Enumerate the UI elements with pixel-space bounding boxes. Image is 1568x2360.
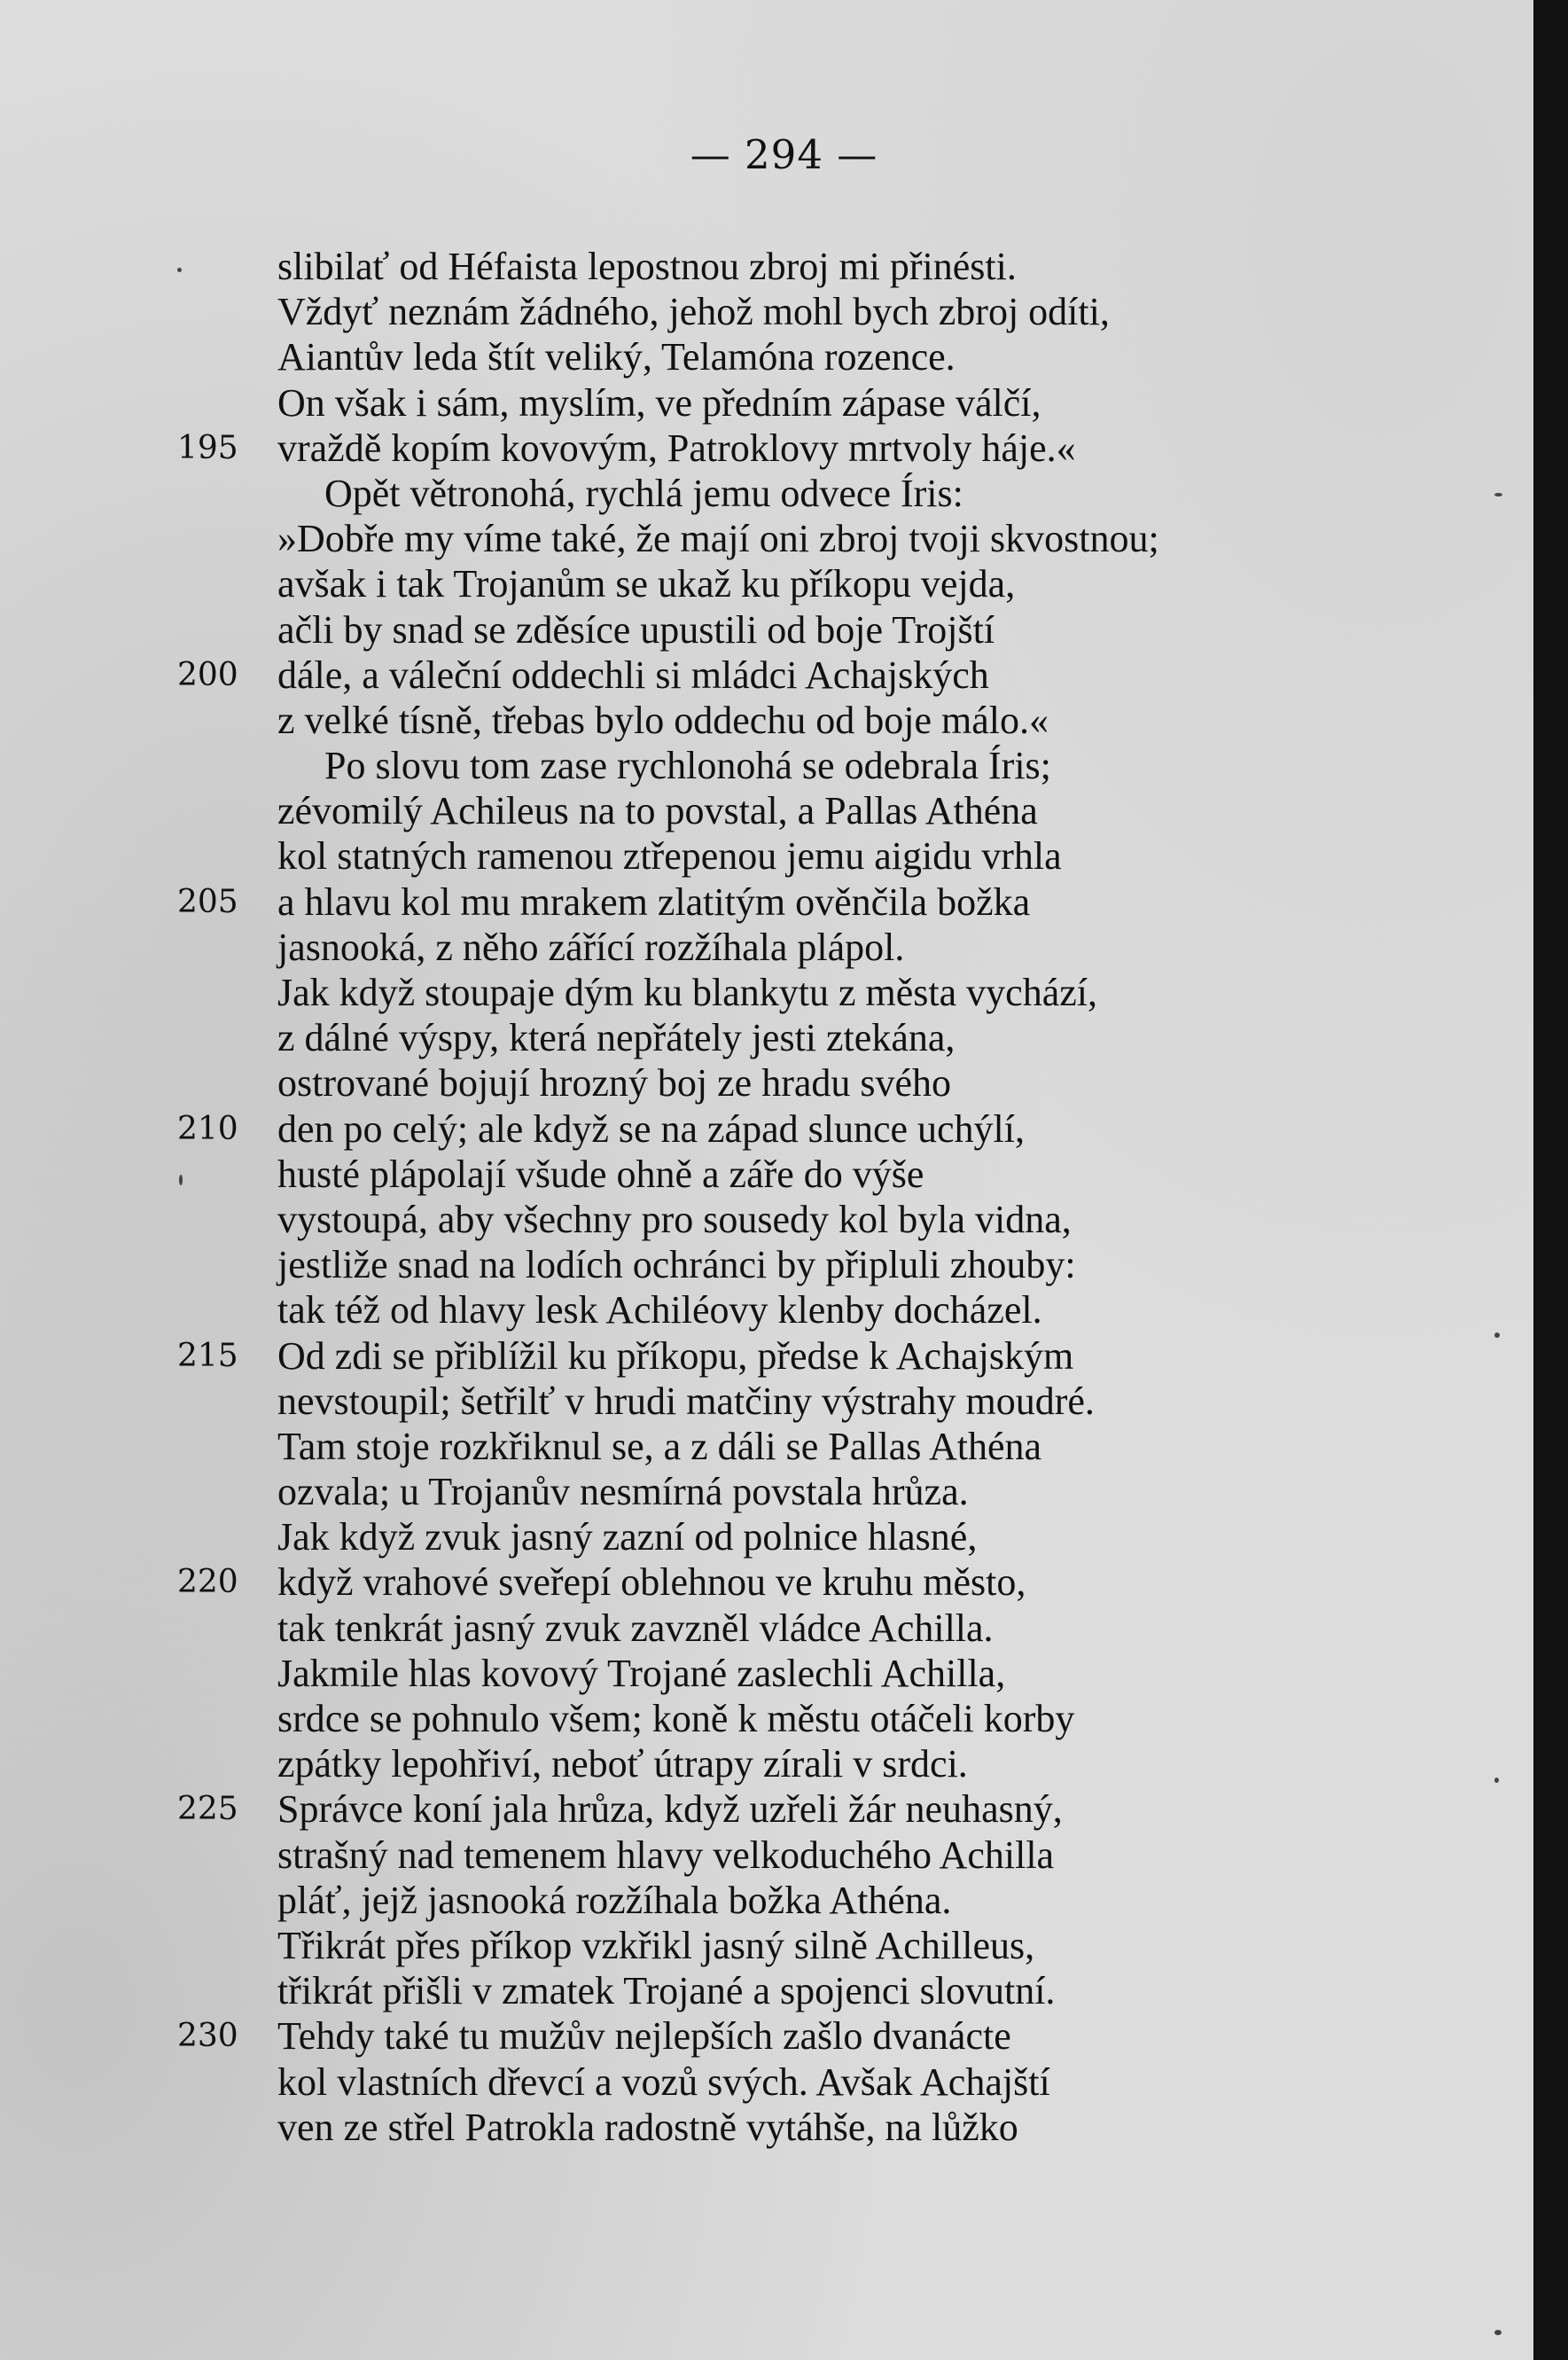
verse-text: tak též od hlavy lesk Achiléovy klenby docházel.	[277, 1288, 1042, 1332]
verse-text: tak tenkrát jasný zvuk zavzněl vládce Achilla.	[277, 1606, 994, 1650]
verse-line	[0, 1968, 1533, 2013]
line-number: 215	[177, 1337, 238, 1374]
verse-line	[0, 516, 1533, 561]
verse-line	[0, 471, 1533, 516]
verse-text: třikrát přišli v zmatek Trojané a spojenci slovutní.	[277, 1969, 1056, 2013]
verse-line	[0, 879, 1533, 925]
verse-text: a hlavu kol mu mrakem zlatitým ověnčila božka	[277, 879, 1031, 924]
line-number: 195	[177, 429, 238, 466]
verse-text: zévomilý Achileus na to povstal, a Pallas Athéna	[277, 789, 1038, 833]
verse-line	[0, 1559, 1533, 1605]
verse-text: Správce koní jala hrůza, když uzřeli žár neuhasný,	[277, 1787, 1063, 1832]
verse-text: kol statných ramenou ztřepenou jemu aigidu vrhla	[277, 834, 1062, 879]
scan-speck	[1494, 1332, 1500, 1338]
verse-line	[0, 2105, 1533, 2150]
verse-line	[0, 2059, 1533, 2105]
verse-text: srdce se pohnulo všem; koně k městu otáčeli korby	[277, 1697, 1075, 1740]
verse-text: vystoupá, aby všechny pro sousedy kol byla vidna,	[277, 1197, 1072, 1241]
verse-line	[0, 1424, 1533, 1469]
verse-text: z velké tísně, třebas bylo oddechu od boje málo.«	[277, 698, 1049, 742]
verse-text: Opět větronohá, rychlá jemu odvece Íris:	[324, 471, 963, 515]
verse-text: Tehdy také tu mužův nejlepších zašlo dvanácte	[277, 2014, 1011, 2059]
verse-line	[0, 1287, 1533, 1332]
scan-speck	[1494, 2330, 1502, 2335]
verse-text: den po celý; ale když se na západ slunce uchýlí,	[277, 1106, 1026, 1151]
verse-line	[0, 1606, 1533, 1651]
scan-speck	[1494, 1778, 1499, 1783]
verse-text: pláť, jejž jasnooká rozžíhala božka Athéna.	[277, 1878, 952, 1922]
verse-line	[0, 1469, 1533, 1514]
verse-line	[0, 833, 1533, 879]
verse-text: zpátky lepohřiví, neboť útrapy zírali v srdci.	[277, 1742, 968, 1786]
line-number: 210	[177, 1110, 238, 1147]
verse-text: jasnooká, z něho zářící rozžíhala plápol.	[277, 925, 905, 969]
verse-text: ostrované bojují hrozný boj ze hradu svého	[277, 1061, 952, 1106]
verse-text: vraždě kopím kovovým, Patroklovy mrtvoly háje.«	[277, 426, 1076, 470]
verse-line	[0, 653, 1533, 698]
verse-line	[0, 1152, 1533, 1197]
scan-border	[1533, 0, 1568, 2360]
verse-line	[0, 1696, 1533, 1741]
verse-line	[0, 1242, 1533, 1287]
line-number: 230	[177, 2018, 238, 2055]
verse-text: Jakmile hlas kovový Trojané zaslechli Achilla,	[277, 1651, 1006, 1695]
verse-line	[0, 1651, 1533, 1696]
verse-text: dále, a váleční oddechli si mládci Achajských	[277, 653, 989, 697]
line-number: 220	[177, 1564, 238, 1601]
verse-line	[0, 244, 1533, 289]
verse-text: kol vlastních dřevcí a vozů svých. Avšak Achajští	[277, 2059, 1050, 2104]
verse-text: jestliže snad na lodích ochránci by připluli zhouby:	[277, 1243, 1076, 1287]
verse-line	[0, 925, 1533, 970]
verse-line	[0, 698, 1533, 743]
verse-block	[0, 244, 1533, 2150]
verse-line	[0, 1833, 1533, 1878]
verse-line	[0, 380, 1533, 426]
verse-text: Jak když stoupaje dým ku blankytu z města vychází,	[277, 971, 1097, 1014]
line-number: 200	[177, 656, 238, 693]
verse-text: husté plápolají všude ohně a záře do výše	[277, 1152, 924, 1196]
verse-text: Tam stoje rozkřiknul se, a z dáli se Pallas Athéna	[277, 1424, 1042, 1468]
verse-line	[0, 1015, 1533, 1060]
verse-line	[0, 289, 1533, 334]
page-number: — 294 —	[690, 131, 878, 178]
verse-line	[0, 334, 1533, 379]
line-number: 225	[177, 1791, 238, 1828]
scan-speck	[177, 268, 182, 272]
verse-text: Po slovu tom zase rychlonohá se odebrala Íris;	[324, 744, 1051, 788]
verse-text: Jak když zvuk jasný zazní od polnice hlasné,	[277, 1515, 978, 1559]
verse-line	[0, 1741, 1533, 1786]
verse-line	[0, 561, 1533, 606]
verse-text: strašný nad temenem hlavy velkoduchého Achilla	[277, 1833, 1055, 1877]
verse-line	[0, 788, 1533, 833]
scan-speck	[179, 1175, 183, 1185]
verse-line	[0, 426, 1533, 471]
verse-line	[0, 607, 1533, 653]
verse-text: Vždyť neznám žádného, jehož mohl bych zbroj odíti,	[277, 290, 1110, 334]
verse-text: Aiantův leda štít veliký, Telamóna rozence.	[277, 335, 956, 379]
verse-text: ven ze střel Patrokla radostně vytáhše, na lůžko	[277, 2105, 1018, 2149]
verse-line	[0, 1333, 1533, 1379]
line-number: 205	[177, 883, 238, 920]
verse-text: ozvala; u Trojanův nesmírná povstala hrůza.	[277, 1470, 969, 1514]
verse-line	[0, 1514, 1533, 1559]
verse-line	[0, 1197, 1533, 1242]
verse-text: ačli by snad se zděsíce upustili od boje Trojští	[277, 607, 995, 652]
verse-text: slibilať od Héfaista lepostnou zbroj mi přinésti.	[277, 245, 1017, 288]
verse-line	[0, 2013, 1533, 2059]
verse-text: Třikrát přes příkop vzkřikl jasný silně Achilleus,	[277, 1923, 1035, 1967]
verse-text: nevstoupil; šetřilť v hrudi matčiny výstrahy moudré.	[277, 1379, 1095, 1423]
verse-line	[0, 1060, 1533, 1106]
verse-text: z dálné výspy, která nepřátely jesti ztekána,	[277, 1016, 956, 1060]
scan-speck	[1494, 493, 1502, 496]
verse-text: »Dobře my víme také, že mají oni zbroj tvoji skvostnou;	[277, 517, 1159, 561]
verse-line	[0, 1379, 1533, 1424]
verse-text: On však i sám, myslím, ve předním zápase válčí,	[277, 380, 1041, 425]
verse-text: když vrahové sveřepí oblehnou ve kruhu město,	[277, 1560, 1026, 1605]
verse-line	[0, 1923, 1533, 1968]
verse-line	[0, 1786, 1533, 1832]
verse-line	[0, 1106, 1533, 1152]
verse-text: Od zdi se přiblížil ku příkopu, předse k Achajským	[277, 1333, 1074, 1378]
verse-line	[0, 1878, 1533, 1923]
verse-line	[0, 970, 1533, 1015]
verse-text: avšak i tak Trojanům se ukaž ku příkopu vejda,	[277, 562, 1016, 606]
verse-line	[0, 743, 1533, 788]
